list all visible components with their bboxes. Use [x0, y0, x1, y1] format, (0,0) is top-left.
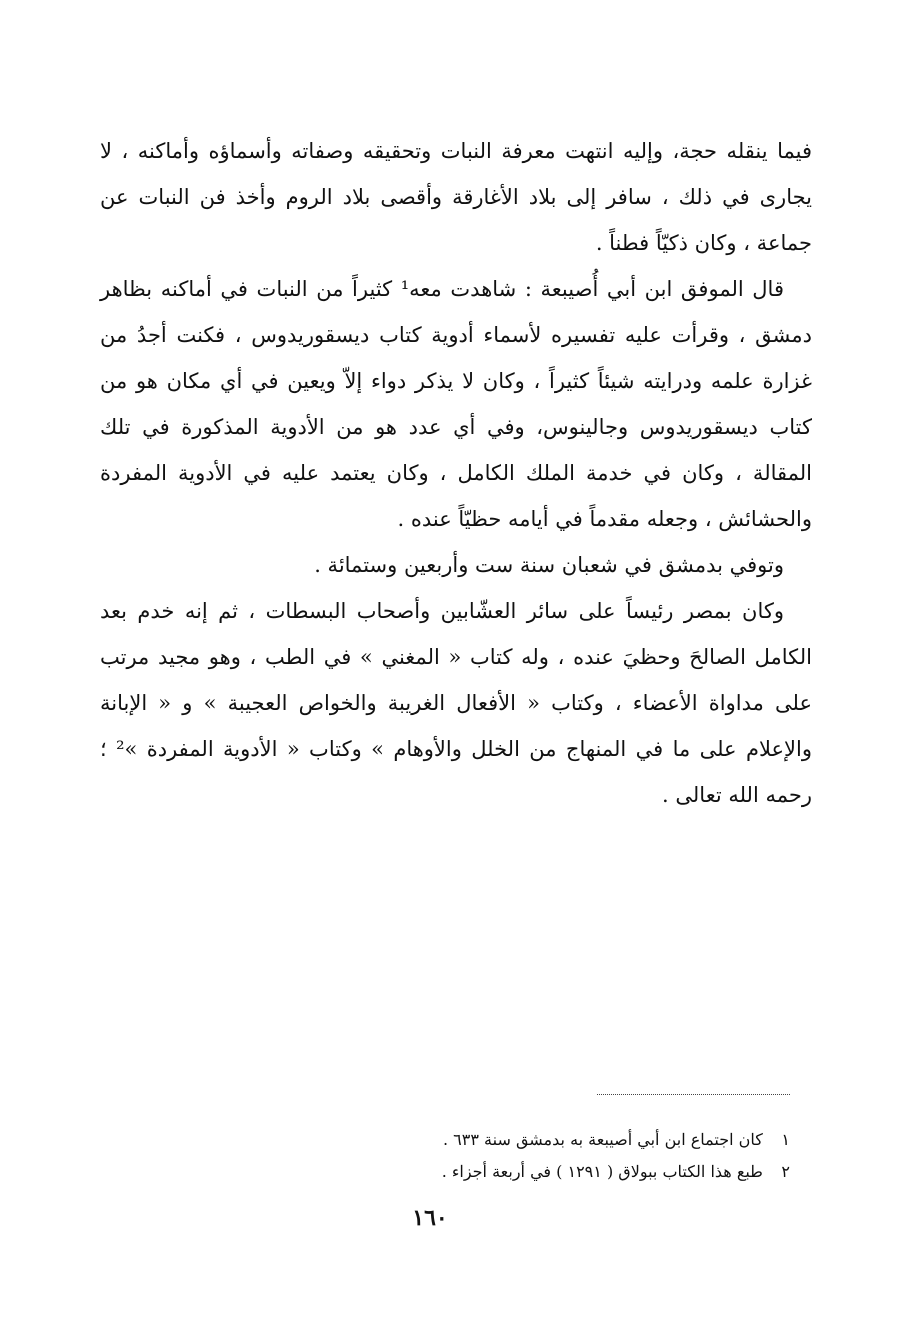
page-number: ١٦٠	[412, 1205, 448, 1231]
footnote-2	[300, 1156, 790, 1188]
footnote-separator	[597, 1094, 790, 1095]
footnote-text: طبع هذا الكتاب ببولاق ( ١٢٩١ ) في أربعة أجزاء .	[441, 1162, 763, 1181]
footnotes	[300, 1124, 790, 1188]
footnote-1	[300, 1124, 790, 1156]
paragraph-4: وكان بمصر رئيساً على سائر العشّابين وأصحاب البسطات ، ثم إنه خدم بعد الكامل الصالحَ وحظيَ عنده ، وله كتاب « المغني » في الطب ، وهو مجيد مرتب على مداواة الأعضاء ، وكتاب « الأفعال الغريبة والخواص العجيبة » و « الإبانة والإعلام على ما في المنهاج من الخلل والأوهام » وكتاب « الأدوية المفردة »² ؛ رحمه الله تعالى .	[100, 599, 812, 807]
paragraph-2: قال الموفق ابن أبي أُصيبعة : شاهدت معه¹ كثيراً من النبات في أماكنه بظاهر دمشق ، وقرأت عليه تفسيره لأسماء أدوية كتاب ديسقوريدوس ، فكنت أجدُ من غزارة علمه ودرايته شيئاً كثيراً ، وكان لا يذكر دواء إلاّ ويعين في أي مكان هو من كتاب ديسقوريدوس وجالينوس، وفي أي عدد هو من الأدوية المذكورة في تلك المقالة ، وكان في خدمة الملك الكامل ، وكان يعتمد عليه في الأدوية المفردة والحشائش ، وجعله مقدماً في أيامه حظيّاً عنده .	[100, 277, 812, 531]
footnote-number: ١	[781, 1130, 790, 1149]
paragraph-1: فيما ينقله حجة، وإليه انتهت معرفة النبات وتحقيقه وصفاته وأسماؤه وأماكنه ، لا يجارى في ذلك ، سافر إلى بلاد الأغارقة وأقصى بلاد الروم وأخذ فن النبات عن جماعة ، وكان ذكيّاً فطناً .	[100, 139, 812, 255]
footnote-text: كان اجتماع ابن أبي أصيبعة به بدمشق سنة ٦٣٣ .	[443, 1130, 763, 1149]
paragraph-3: وتوفي بدمشق في شعبان سنة ست وأربعين وستمائة .	[314, 553, 784, 577]
footnote-number: ٢	[781, 1162, 790, 1181]
body-text	[100, 128, 812, 818]
